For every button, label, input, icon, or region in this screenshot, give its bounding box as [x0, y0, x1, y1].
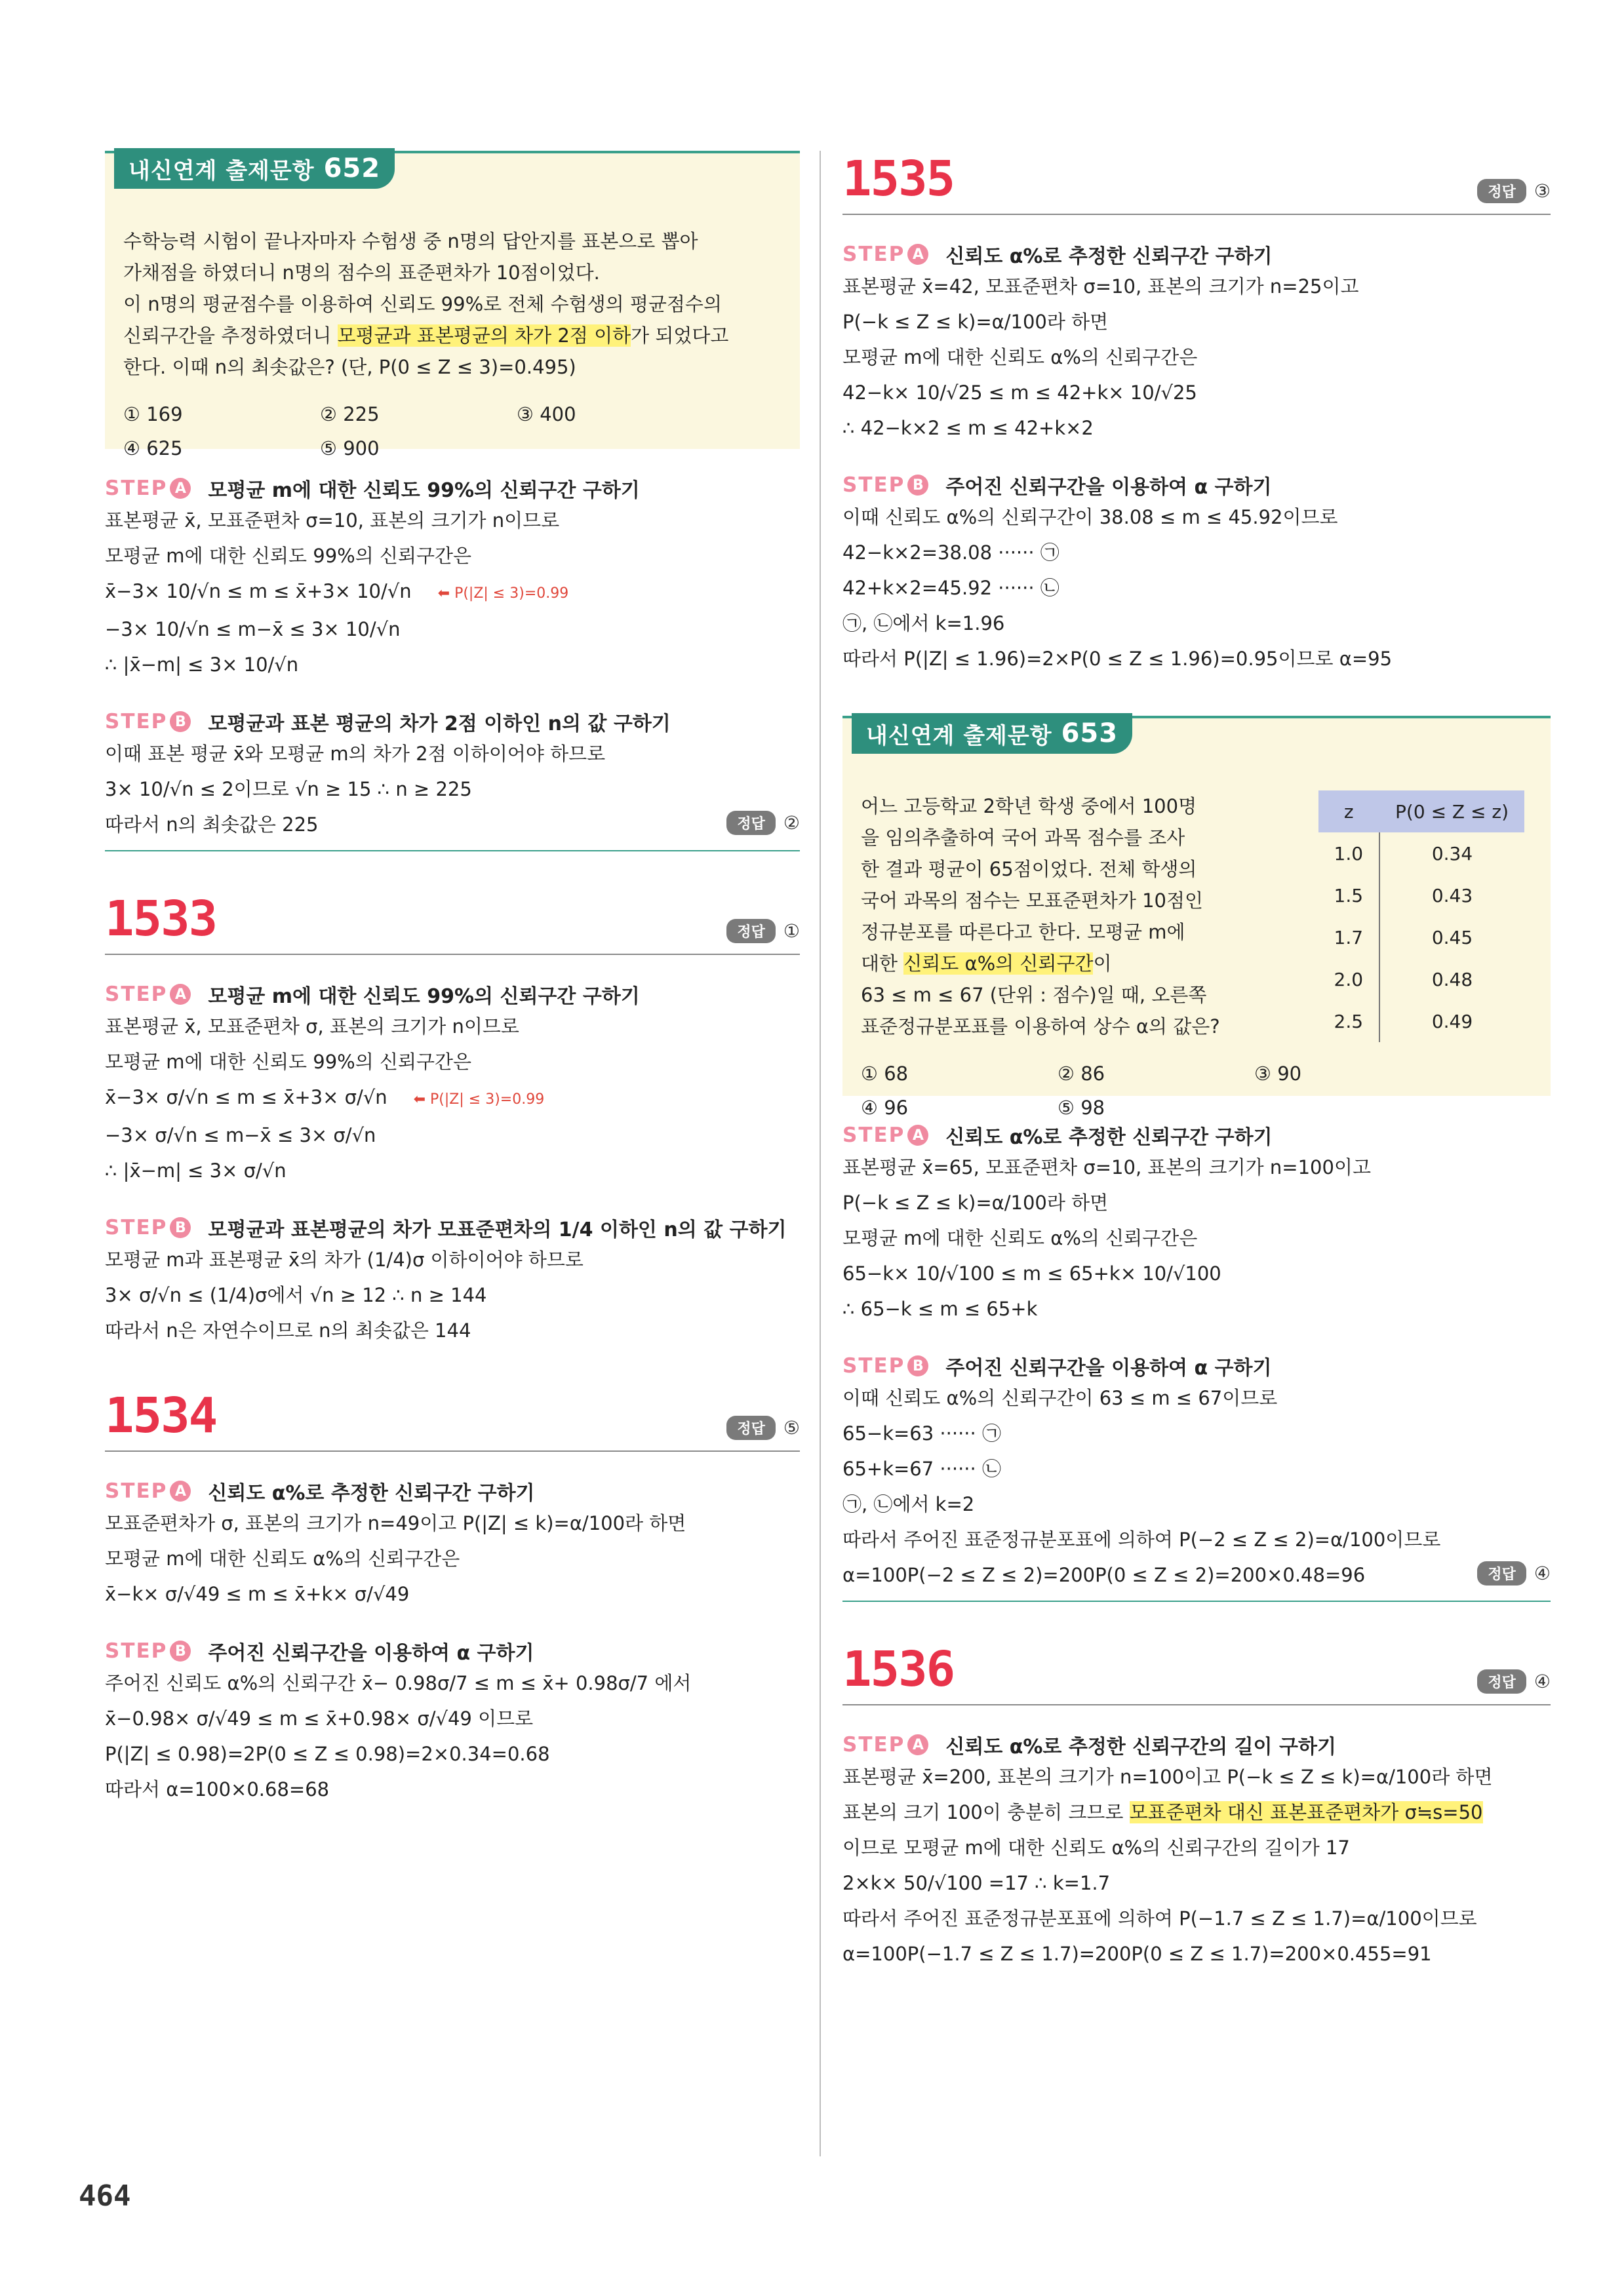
solution-line: 42+k×2=45.92 ······ ㉡ — [842, 577, 1060, 599]
answer-tag: 정답 — [726, 811, 776, 835]
solution-line — [105, 574, 800, 612]
solution-line: 모평균 m과 표본평균 x̄의 차가 (1/4)σ 이하이어야 하므로 — [105, 1249, 584, 1271]
choice: ① 68 — [861, 1062, 909, 1085]
solution-line: 따라서 n은 자연수이므로 n의 최솟값은 144 — [105, 1319, 471, 1342]
choice: ② 225 — [320, 403, 380, 425]
problem-text: 가채점을 하였더니 n명의 점수의 표준편차가 10점이었다. — [123, 262, 600, 284]
step-a-heading — [842, 1730, 1551, 1759]
side-note: ⬅ P(|Z| ≤ 3)=0.99 — [437, 585, 569, 602]
solution-line: ㉠, ㉡에서 k=1.96 — [842, 612, 1005, 634]
side-note: ⬅ P(|Z| ≤ 3)=0.99 — [413, 1091, 545, 1108]
answer-value: ① — [783, 920, 800, 942]
formula: x̄−3× 10/√n ≤ m ≤ x̄+3× 10/√n — [105, 580, 412, 602]
solution-line: 모표준편차가 σ, 표본의 크기가 n=49이고 P(|Z| ≤ k)=α/100라 하면 — [105, 1512, 686, 1534]
table-row — [1318, 916, 1524, 958]
step-a-heading — [842, 1121, 1551, 1150]
table-cell: 0.34 — [1431, 842, 1473, 865]
answer-value: ④ — [1534, 1671, 1551, 1692]
problem-text: 어느 고등학교 2학년 학생 중에서 100명 — [861, 795, 1197, 817]
solution-line: x̄−0.98× σ/√49 ≤ m ≤ x̄+0.98× σ/√49 이므로 — [105, 1707, 534, 1730]
problem-text: 한 결과 평균이 65점이었다. 전체 학생의 — [861, 858, 1197, 880]
solution-line: 모평균 m에 대한 신뢰도 99%의 신뢰구간은 — [105, 1051, 472, 1073]
step-badge: B — [907, 475, 928, 496]
step-word: STEP — [105, 710, 168, 733]
solution-line: ∴ |x̄−m| ≤ 3× σ/√n — [105, 1159, 287, 1182]
step-title: 신뢰도 α%로 추정한 신뢰구간 구하기 — [208, 1482, 535, 1505]
solution-line: 따라서 n의 최솟값은 225 — [105, 813, 319, 836]
solution-line: 따라서 주어진 표준정규분포표에 의하여 P(−2 ≤ Z ≤ 2)=α/100이므로 — [842, 1528, 1441, 1551]
solution-line: ∴ 65−k ≤ m ≤ 65+k — [842, 1298, 1038, 1320]
step-a-heading — [105, 980, 800, 1009]
step-badge: B — [907, 1355, 928, 1376]
solution-line: 표본평균 x̄=42, 모표준편차 σ=10, 표본의 크기가 n=25이고 — [842, 275, 1359, 298]
problem-header — [105, 1388, 800, 1452]
solution-line: 이므로 모평균 m에 대한 신뢰도 α%의 신뢰구간의 길이가 17 — [842, 1837, 1350, 1859]
choice: ② 86 — [1058, 1062, 1105, 1085]
solution-line: 모평균 m에 대한 신뢰도 99%의 신뢰구간은 — [105, 545, 472, 567]
solution-line: 2×k× 50/√100 =17 ∴ k=1.7 — [842, 1872, 1111, 1894]
problem-text: 정규분포를 따른다고 한다. 모평균 m에 — [861, 921, 1185, 943]
step-badge: B — [170, 711, 191, 732]
column-header: z — [1318, 790, 1380, 832]
answer-value: ③ — [1534, 180, 1551, 202]
solution-line: 표본평균 x̄, 모표준편차 σ, 표본의 크기가 n이므로 — [105, 1015, 519, 1038]
step-word: STEP — [842, 1733, 905, 1757]
step-title: 주어진 신뢰구간을 이용하여 α 구하기 — [208, 1642, 534, 1665]
solution-line: 주어진 신뢰도 α%의 신뢰구간 x̄− 0.98σ/7 ≤ m ≤ x̄+ 0.98σ/7 에서 — [105, 1672, 692, 1694]
step-word: STEP — [842, 243, 905, 266]
problem-number: 1535 — [842, 151, 955, 207]
problem-box-653 — [842, 716, 1551, 1119]
solution-line — [105, 1080, 800, 1118]
problem-number: 1534 — [105, 1388, 217, 1444]
step-b-heading — [842, 1352, 1551, 1380]
step-b-heading — [105, 707, 800, 736]
problem-1535 — [842, 151, 1551, 676]
solution-line: 모평균 m에 대한 신뢰도 α%의 신뢰구간은 — [105, 1547, 460, 1570]
answer-indicator — [1477, 1561, 1551, 1586]
choice: ④ 625 — [123, 437, 183, 459]
answer-tag: 정답 — [726, 919, 776, 943]
step-title: 신뢰도 α%로 추정한 신뢰구간의 길이 구하기 — [945, 1736, 1336, 1759]
problem-text: 한다. 이때 n의 최솟값은? (단, P(0 ≤ Z ≤ 3)=0.495) — [123, 356, 576, 378]
solution-line: 이때 신뢰도 α%의 신뢰구간이 63 ≤ m ≤ 67이므로 — [842, 1387, 1278, 1409]
solution-line: ∴ 42−k×2 ≤ m ≤ 42+k×2 — [842, 417, 1094, 439]
step-title: 주어진 신뢰구간을 이용하여 α 구하기 — [945, 476, 1272, 499]
solution-line: ㉠, ㉡에서 k=2 — [842, 1493, 975, 1515]
table-cell: 2.0 — [1318, 958, 1380, 1000]
step-word: STEP — [842, 1354, 905, 1378]
text-part: 가 되었다고 — [631, 324, 729, 347]
text-part: 신뢰구간을 추정하였더니 — [123, 324, 332, 347]
step-title: 신뢰도 α%로 추정한 신뢰구간 구하기 — [945, 245, 1273, 268]
table-row — [1318, 832, 1524, 874]
normal-distribution-table — [1318, 790, 1524, 1042]
table-cell: 0.48 — [1431, 968, 1473, 990]
solution-line: 표본평균 x̄=200, 표본의 크기가 n=100이고 P(−k ≤ Z ≤ k)=α/100라 하면 — [842, 1766, 1493, 1788]
step-word: STEP — [842, 473, 905, 497]
text-part: 대한 — [861, 952, 898, 975]
column-header: P(0 ≤ Z ≤ z) — [1379, 790, 1524, 832]
step-word: STEP — [105, 477, 168, 500]
table-row — [1318, 1000, 1524, 1042]
step-badge: A — [907, 1734, 928, 1755]
highlight: 신뢰도 α%의 신뢰구간 — [903, 952, 1094, 975]
solution-line: 따라서 α=100×0.68=68 — [105, 1778, 330, 1800]
step-title: 모평균 m에 대한 신뢰도 99%의 신뢰구간 구하기 — [208, 479, 640, 502]
right-column — [842, 151, 1551, 1972]
step-title: 신뢰도 α%로 추정한 신뢰구간 구하기 — [945, 1126, 1273, 1149]
table-cell: 1.0 — [1318, 832, 1380, 874]
highlight: 모표준편차 대신 표본표준편차가 σ≒s=50 — [1129, 1801, 1483, 1823]
solution-line: P(−k ≤ Z ≤ k)=α/100라 하면 — [842, 1192, 1109, 1214]
column-divider — [820, 151, 821, 2156]
answer-indicator — [726, 1416, 800, 1440]
problem-box-652 — [105, 151, 800, 459]
choice: ⑤ 900 — [320, 437, 380, 459]
table-cell: 0.43 — [1431, 884, 1473, 906]
step-a-heading — [842, 240, 1551, 269]
step-title: 주어진 신뢰구간을 이용하여 α 구하기 — [945, 1357, 1272, 1380]
choices — [861, 1057, 1524, 1125]
solution-line: 3× 10/√n ≤ 2이므로 √n ≥ 15 ∴ n ≥ 225 — [105, 778, 472, 800]
problem-text: 수학능력 시험이 끝나자마자 수험생 중 n명의 답안지를 표본으로 뽑아 — [123, 230, 698, 252]
solution-line: P(−k ≤ Z ≤ k)=α/100라 하면 — [842, 311, 1109, 333]
step-a-heading — [105, 1477, 800, 1506]
answer-indicator — [726, 811, 800, 835]
solution-line: 표본평균 x̄=65, 모표준편차 σ=10, 표본의 크기가 n=100이고 — [842, 1156, 1371, 1178]
choice: ③ 400 — [517, 403, 576, 425]
table-cell: 1.7 — [1318, 916, 1380, 958]
table-cell: 2.5 — [1318, 1000, 1380, 1042]
highlight: 모평균과 표본평균의 차가 2점 이하 — [337, 324, 631, 347]
solution-653 — [842, 1121, 1551, 1602]
step-b-heading — [105, 1213, 800, 1242]
solution-line: 표본평균 x̄, 모표준편차 σ=10, 표본의 크기가 n이므로 — [105, 509, 560, 532]
solution-line: P(|Z| ≤ 0.98)=2P(0 ≤ Z ≤ 0.98)=2×0.34=0.68 — [105, 1743, 550, 1765]
problem-text: 표준정규분포표를 이용하여 상수 α의 값은? — [861, 1015, 1220, 1038]
choice: ④ 96 — [861, 1097, 909, 1119]
solution-line: x̄−k× σ/√49 ≤ m ≤ x̄+k× σ/√49 — [105, 1583, 410, 1605]
step-word: STEP — [105, 1479, 168, 1503]
step-word: STEP — [105, 1639, 168, 1663]
answer-indicator — [726, 919, 800, 943]
formula: x̄−3× σ/√n ≤ m ≤ x̄+3× σ/√n — [105, 1086, 387, 1108]
table-cell: 0.49 — [1431, 1010, 1473, 1032]
box-tab-label: 내신연계 출제문항 — [129, 157, 315, 184]
answer-tag: 정답 — [726, 1416, 776, 1440]
problem-text: 을 임의추출하여 국어 과목 점수를 조사 — [861, 827, 1185, 849]
step-title: 모평균과 표본 평균의 차가 2점 이하인 n의 값 구하기 — [208, 712, 671, 735]
choice: ⑤ 98 — [1058, 1097, 1105, 1119]
solution-line: 모평균 m에 대한 신뢰도 α%의 신뢰구간은 — [842, 1227, 1198, 1249]
solution-line: 42−k×2=38.08 ······ ㉠ — [842, 541, 1060, 564]
text-part: 표본의 크기 100이 충분히 크므로 — [842, 1801, 1124, 1823]
solution-line: 3× σ/√n ≤ (1/4)σ에서 √n ≥ 12 ∴ n ≥ 144 — [105, 1284, 487, 1306]
step-title: 모평균과 표본평균의 차가 모표준편차의 1/4 이하인 n의 값 구하기 — [208, 1218, 787, 1241]
box-number: 652 — [323, 153, 381, 184]
solution-line: 따라서 주어진 표준정규분포표에 의하여 P(−1.7 ≤ Z ≤ 1.7)=α/100이므로 — [842, 1907, 1477, 1930]
solution-end-row — [842, 1557, 1551, 1602]
step-word: STEP — [105, 1216, 168, 1239]
solution-line: 모평균 m에 대한 신뢰도 α%의 신뢰구간은 — [842, 346, 1198, 368]
problem-1536 — [842, 1641, 1551, 1972]
step-badge: A — [907, 1125, 928, 1146]
problem-1533 — [105, 891, 800, 1348]
step-badge: A — [170, 1481, 191, 1502]
box-tab — [852, 713, 1132, 754]
problem-text: 이 n명의 평균점수를 이용하여 신뢰도 99%로 전체 수험생의 평균점수의 — [123, 293, 722, 315]
step-badge: B — [170, 1217, 191, 1238]
problem-text: 국어 과목의 점수는 모표준편차가 10점인 — [861, 889, 1203, 912]
solution-line: 따라서 P(|Z| ≤ 1.96)=2×P(0 ≤ Z ≤ 1.96)=0.95이므로 α=95 — [842, 648, 1393, 670]
step-badge: A — [170, 984, 191, 1005]
problem-number: 1533 — [105, 891, 217, 947]
box-tab-label: 내신연계 출제문항 — [866, 722, 1052, 749]
step-badge: B — [170, 1641, 191, 1662]
problem-header — [842, 1641, 1551, 1705]
step-badge: A — [170, 478, 191, 499]
table-row — [1318, 874, 1524, 916]
step-b-heading — [842, 471, 1551, 499]
answer-indicator — [1477, 1669, 1551, 1694]
problem-header — [105, 891, 800, 955]
answer-value: ⑤ — [783, 1417, 800, 1439]
box-number: 653 — [1061, 718, 1119, 749]
solution-line: 이때 표본 평균 x̄와 모평균 m의 차가 2점 이하이어야 하므로 — [105, 743, 606, 765]
box-tab — [114, 148, 395, 189]
step-a-heading — [105, 474, 800, 503]
table-header — [1318, 790, 1524, 832]
solution-line: 이때 신뢰도 α%의 신뢰구간이 38.08 ≤ m ≤ 45.92이므로 — [842, 506, 1338, 528]
table-cell: 1.5 — [1318, 874, 1380, 916]
solution-line: 42−k× 10/√25 ≤ m ≤ 42+k× 10/√25 — [842, 381, 1197, 404]
step-b-heading — [105, 1637, 800, 1665]
choice: ① 169 — [123, 403, 183, 425]
page-number: 464 — [79, 2179, 131, 2213]
answer-tag: 정답 — [1477, 1669, 1526, 1694]
text-part: 이 — [1093, 952, 1112, 975]
answer-tag: 정답 — [1477, 179, 1526, 203]
solution-line: −3× 10/√n ≤ m−x̄ ≤ 3× 10/√n — [105, 618, 401, 640]
problem-text-block — [861, 790, 1220, 1042]
choices — [123, 397, 774, 465]
step-word: STEP — [105, 983, 168, 1006]
step-title: 모평균 m에 대한 신뢰도 99%의 신뢰구간 구하기 — [208, 985, 640, 1008]
solution-end-row — [105, 807, 800, 851]
problem-number: 1536 — [842, 1641, 955, 1698]
box-content — [861, 790, 1524, 1042]
solution-line: 65−k× 10/√100 ≤ m ≤ 65+k× 10/√100 — [842, 1262, 1221, 1285]
solution-line — [842, 1795, 1551, 1830]
answer-indicator — [1477, 179, 1551, 203]
solution-line: −3× σ/√n ≤ m−x̄ ≤ 3× σ/√n — [105, 1124, 376, 1146]
solution-line: ∴ |x̄−m| ≤ 3× 10/√n — [105, 653, 299, 676]
left-column — [105, 151, 800, 1807]
step-word: STEP — [842, 1123, 905, 1147]
problem-text — [861, 948, 1220, 979]
answer-tag: 정답 — [1477, 1561, 1526, 1586]
problem-1534 — [105, 1388, 800, 1807]
answer-value: ④ — [1534, 1562, 1551, 1584]
answer-value: ② — [783, 811, 800, 834]
solution-line: 65−k=63 ······ ㉠ — [842, 1422, 1001, 1445]
choice: ③ 90 — [1254, 1062, 1302, 1085]
solution-652 — [105, 474, 800, 851]
table-row — [1318, 958, 1524, 1000]
solution-line: 65+k=67 ······ ㉡ — [842, 1458, 1001, 1480]
solution-line: α=100P(−2 ≤ Z ≤ 2)=200P(0 ≤ Z ≤ 2)=200×0.48=96 — [842, 1564, 1366, 1586]
problem-text: 63 ≤ m ≤ 67 (단위 : 점수)일 때, 오른쪽 — [861, 984, 1207, 1006]
step-badge: A — [907, 244, 928, 265]
table-cell: 0.45 — [1431, 926, 1473, 948]
solution-line: α=100P(−1.7 ≤ Z ≤ 1.7)=200P(0 ≤ Z ≤ 1.7)=200×0.455=91 — [842, 1943, 1432, 1965]
problem-text — [123, 320, 774, 351]
problem-header — [842, 151, 1551, 215]
